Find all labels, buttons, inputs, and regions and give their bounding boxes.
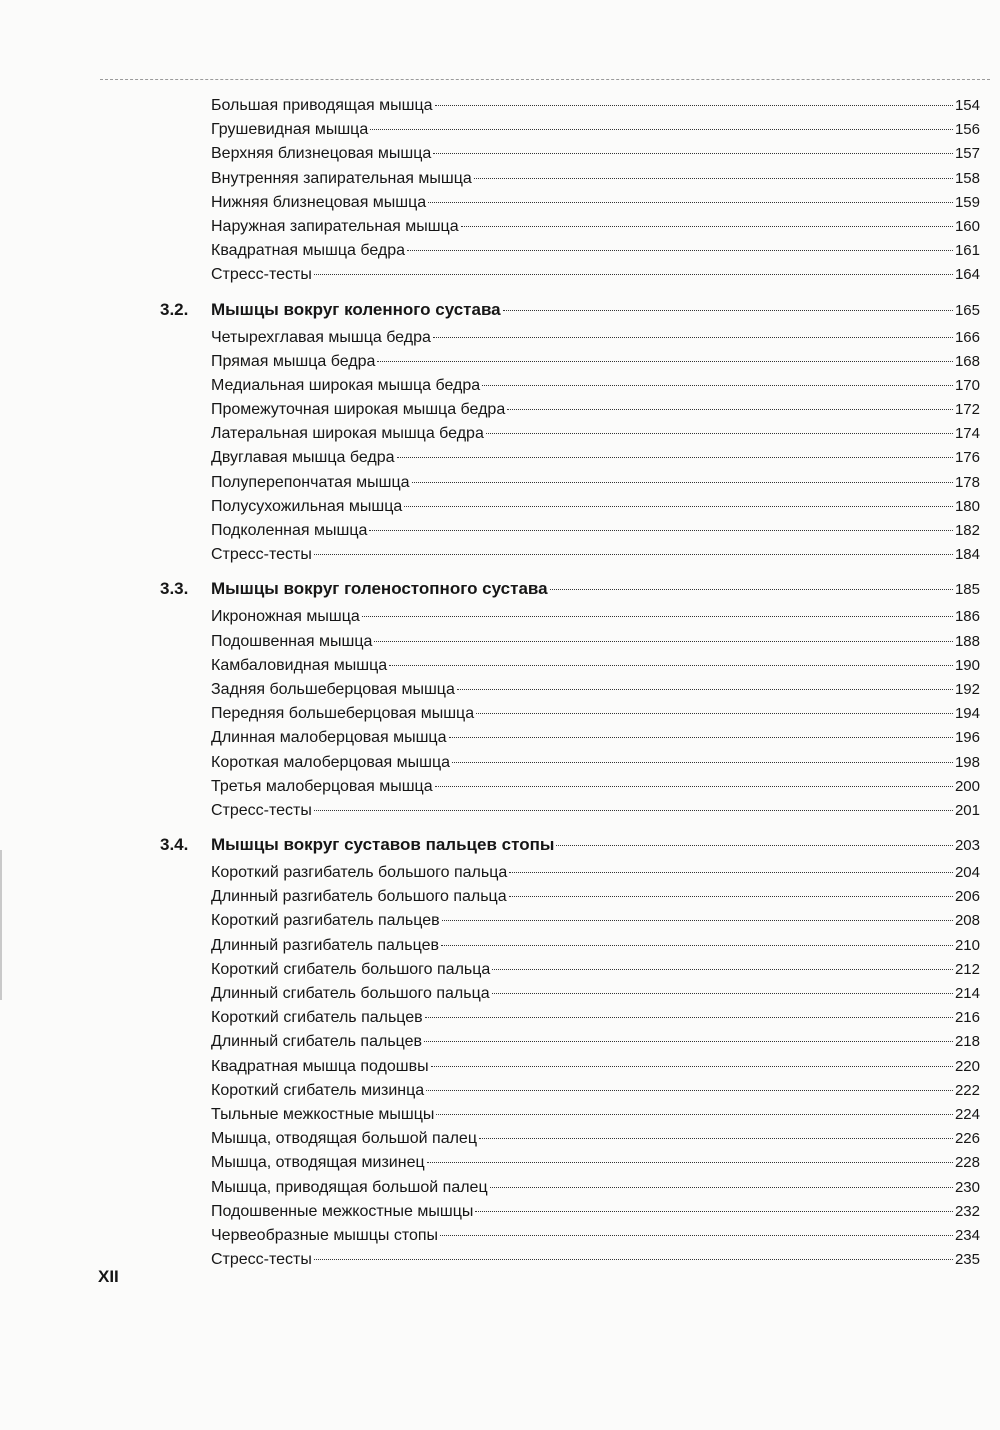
- entry-page-number: 178: [954, 473, 980, 491]
- dot-leader: [370, 129, 953, 130]
- dot-leader: [509, 896, 953, 897]
- dot-leader: [389, 665, 953, 666]
- toc-entry: [0, 654, 1000, 678]
- toc-line: [211, 446, 980, 470]
- entry-title: Грушевидная мышца: [211, 121, 369, 139]
- toc-line: [211, 654, 980, 678]
- toc-line: [211, 167, 980, 191]
- toc-line: [211, 1006, 980, 1030]
- entry-title: Червеобразные мышцы стопы: [211, 1226, 439, 1244]
- entry-title: Камбаловидная мышца: [211, 656, 388, 674]
- section-page-number: 185: [954, 581, 980, 599]
- entry-page-number: 234: [954, 1226, 980, 1244]
- dot-leader: [452, 762, 953, 763]
- page-number: XII: [98, 1267, 119, 1286]
- entry-title: Медиальная широкая мышца бедра: [211, 376, 481, 394]
- toc-entry: [0, 861, 1000, 885]
- entry-page-number: 180: [954, 497, 980, 515]
- entry-page-number: 218: [954, 1033, 980, 1051]
- dot-leader: [492, 993, 953, 994]
- entry-page-number: 192: [954, 680, 980, 698]
- dot-leader: [550, 589, 953, 590]
- toc-line: [211, 1055, 980, 1079]
- entry-page-number: 186: [954, 608, 980, 626]
- section-page-number: 165: [954, 301, 980, 319]
- toc-entry: [0, 958, 1000, 982]
- dot-leader: [426, 1090, 953, 1091]
- toc-line: [211, 1127, 980, 1151]
- dot-leader: [431, 1066, 953, 1067]
- toc-entry: [0, 1055, 1000, 1079]
- entry-page-number: 204: [954, 864, 980, 882]
- dot-leader: [433, 337, 953, 338]
- dot-leader: [377, 361, 953, 362]
- entry-title: Подошвенная мышца: [211, 632, 373, 650]
- toc-line: [211, 1030, 980, 1054]
- entry-page-number: 168: [954, 352, 980, 370]
- entry-page-number: 172: [954, 401, 980, 419]
- toc-line: [211, 374, 980, 398]
- entry-title: Длинный разгибатель большого пальца: [211, 888, 507, 906]
- entry-page-number: 200: [954, 777, 980, 795]
- toc-line: [211, 239, 980, 263]
- toc-line: [211, 726, 980, 750]
- toc-line: [211, 1176, 980, 1200]
- toc-entry: [0, 398, 1000, 422]
- toc-entry: [0, 1151, 1000, 1175]
- dot-leader: [476, 713, 953, 714]
- toc-line: [211, 519, 980, 543]
- entry-page-number: 157: [954, 145, 980, 163]
- entry-page-number: 224: [954, 1105, 980, 1123]
- entry-page-number: 160: [954, 217, 980, 235]
- entry-title: Короткий сгибатель пальцев: [211, 1009, 423, 1027]
- entry-title: Короткий разгибатель большого пальца: [211, 864, 508, 882]
- toc-entry: [0, 702, 1000, 726]
- entry-title: Короткий сгибатель большого пальца: [211, 960, 491, 978]
- toc-line: [211, 775, 980, 799]
- entry-page-number: 164: [954, 266, 980, 284]
- toc-entry: [0, 1030, 1000, 1054]
- toc-entry: [0, 1006, 1000, 1030]
- toc-line: [211, 702, 980, 726]
- toc-entry: [0, 605, 1000, 629]
- dot-leader: [314, 810, 953, 811]
- dot-leader: [475, 1211, 953, 1212]
- dot-leader: [457, 689, 953, 690]
- dot-leader: [479, 1138, 953, 1139]
- toc-entry: [0, 726, 1000, 750]
- toc-entry: [0, 543, 1000, 567]
- toc-entry: [0, 94, 1000, 118]
- entry-title: Длинный сгибатель большого пальца: [211, 985, 490, 1002]
- toc-line: [211, 326, 980, 350]
- dot-leader: [407, 250, 953, 251]
- dot-leader: [503, 310, 953, 311]
- entry-title: Стресс-тесты: [211, 1251, 312, 1269]
- section-heading-row: [0, 829, 1000, 861]
- dot-leader: [427, 1162, 953, 1163]
- toc-entry: [0, 519, 1000, 543]
- entry-title: Стресс-тесты: [211, 266, 312, 284]
- entry-title: Подколенная мышца: [211, 522, 368, 539]
- toc-line: [211, 934, 980, 958]
- toc-line: [211, 294, 980, 327]
- section-number: 3.4.: [160, 835, 189, 855]
- entry-title: Прямая мышца бедра: [211, 352, 376, 370]
- toc-line: [211, 398, 980, 422]
- dot-leader: [442, 920, 953, 921]
- toc-line: [211, 94, 980, 118]
- dot-leader: [474, 178, 953, 179]
- entry-title: Длинный разгибатель пальцев: [211, 936, 439, 954]
- entry-page-number: 174: [954, 425, 980, 443]
- entry-page-number: 201: [954, 801, 980, 819]
- toc-entry: [0, 263, 1000, 287]
- entry-page-number: 154: [954, 97, 980, 114]
- toc-entry: [0, 239, 1000, 263]
- dot-leader: [449, 737, 953, 738]
- section-number: 3.3.: [160, 579, 189, 599]
- entry-page-number: 196: [954, 729, 980, 747]
- toc-line: [211, 263, 980, 287]
- entry-page-number: 210: [954, 936, 980, 954]
- entry-title: Задняя большеберцовая мышца: [211, 680, 455, 698]
- dot-leader: [397, 457, 953, 458]
- dot-leader: [440, 1235, 953, 1236]
- entry-page-number: 206: [954, 888, 980, 906]
- dot-leader: [492, 969, 953, 970]
- entry-title: Промежуточная широкая мышца бедра: [211, 401, 506, 419]
- entry-page-number: 190: [954, 656, 980, 674]
- toc-entry: [0, 167, 1000, 191]
- entry-title: Длинная малоберцовая мышца: [211, 729, 447, 747]
- toc-entry: [0, 118, 1000, 142]
- toc-line: [211, 1151, 980, 1175]
- entry-page-number: 228: [954, 1154, 980, 1172]
- dot-leader: [490, 1187, 953, 1188]
- toc-line: [211, 495, 980, 519]
- toc-entry: [0, 1176, 1000, 1200]
- entry-title: Длинный сгибатель пальцев: [211, 1033, 423, 1051]
- dot-leader: [436, 1114, 953, 1115]
- entry-title: Квадратная мышца подошвы: [211, 1057, 429, 1075]
- entry-title: Четырехглавая мышца бедра: [211, 328, 431, 346]
- entry-title: Икроножная мышца: [211, 608, 360, 626]
- toc-entry: [0, 142, 1000, 166]
- toc-entry: [0, 751, 1000, 775]
- toc-line: [211, 1248, 980, 1272]
- entry-page-number: 194: [954, 705, 980, 723]
- entry-title: Наружная запирательная мышца: [211, 217, 459, 235]
- table-of-contents: [0, 94, 1000, 1272]
- toc-line: [211, 982, 980, 1006]
- dot-leader: [314, 274, 953, 275]
- entry-page-number: 159: [954, 193, 980, 211]
- section-heading-row: [0, 294, 1000, 326]
- toc-entry: [0, 885, 1000, 909]
- toc-entry: [0, 1248, 1000, 1272]
- dot-leader: [362, 616, 953, 617]
- dot-leader: [314, 1259, 953, 1260]
- toc-entry: [0, 630, 1000, 654]
- entry-title: Короткий сгибатель мизинца: [211, 1081, 425, 1099]
- entry-page-number: 156: [954, 121, 980, 139]
- toc-entry: [0, 446, 1000, 470]
- dot-leader: [374, 641, 953, 642]
- toc-entry: [0, 191, 1000, 215]
- toc-entry: [0, 1103, 1000, 1127]
- entry-title: Полусухожильная мышца: [211, 497, 403, 515]
- dot-leader: [507, 409, 953, 410]
- toc-entry: [0, 909, 1000, 933]
- entry-page-number: 158: [954, 169, 980, 187]
- toc-line: [211, 471, 980, 495]
- toc-line: [211, 630, 980, 654]
- entry-title: Передняя большеберцовая мышца: [211, 705, 475, 723]
- toc-entry: [0, 471, 1000, 495]
- dot-leader: [433, 153, 953, 154]
- toc-line: [211, 573, 980, 606]
- toc-line: [211, 1224, 980, 1248]
- toc-entry: [0, 215, 1000, 239]
- entry-title: Стресс-тесты: [211, 546, 312, 564]
- toc-entry: [0, 422, 1000, 446]
- entry-page-number: 170: [954, 376, 980, 394]
- dot-leader: [435, 786, 953, 787]
- entry-page-number: 208: [954, 912, 980, 930]
- dot-leader: [424, 1041, 953, 1042]
- top-rule: [100, 79, 990, 80]
- entry-page-number: 230: [954, 1178, 980, 1196]
- toc-line: [211, 909, 980, 933]
- toc-line: [211, 829, 980, 862]
- dot-leader: [441, 945, 953, 946]
- entry-title: Латеральная широкая мышца бедра: [211, 425, 484, 443]
- entry-title: Верхняя близнецовая мышца: [211, 145, 432, 163]
- entry-page-number: 182: [954, 522, 980, 539]
- entry-page-number: 184: [954, 546, 980, 564]
- entry-title: Подошвенные межкостные мышцы: [211, 1202, 474, 1220]
- toc-entry: [0, 775, 1000, 799]
- entry-title: Короткий разгибатель пальцев: [211, 912, 440, 930]
- section-number: 3.2.: [160, 299, 189, 319]
- section-page-number: 203: [954, 837, 980, 855]
- section-title: Мышцы вокруг голеностопного сустава: [211, 579, 548, 599]
- toc-entry: [0, 1127, 1000, 1151]
- entry-title: Тыльные межкостные мышцы: [211, 1105, 435, 1123]
- entry-page-number: 166: [954, 328, 980, 346]
- toc-entry: [0, 374, 1000, 398]
- entry-page-number: 161: [954, 242, 980, 260]
- toc-line: [211, 543, 980, 567]
- entry-title: Стресс-тесты: [211, 801, 312, 819]
- dot-leader: [435, 105, 953, 106]
- toc-entry: [0, 326, 1000, 350]
- toc-line: [211, 605, 980, 629]
- section-heading-row: [0, 573, 1000, 605]
- toc-line: [211, 885, 980, 909]
- section-title: Мышцы вокруг коленного сустава: [211, 299, 501, 319]
- entry-title: Большая приводящая мышца: [211, 97, 433, 114]
- dot-leader: [556, 845, 953, 846]
- entry-page-number: 198: [954, 753, 980, 771]
- entry-title: Внутренняя запирательная мышца: [211, 169, 472, 187]
- toc-entry: [0, 799, 1000, 823]
- toc-entry: [0, 1224, 1000, 1248]
- dot-leader: [369, 530, 953, 531]
- dot-leader: [404, 506, 953, 507]
- toc-line: [211, 350, 980, 374]
- entry-page-number: 214: [954, 985, 980, 1002]
- dot-leader: [486, 433, 953, 434]
- toc-line: [211, 191, 980, 215]
- entry-page-number: 216: [954, 1009, 980, 1027]
- dot-leader: [461, 226, 953, 227]
- toc-line: [211, 215, 980, 239]
- toc-entry: [0, 1079, 1000, 1103]
- dot-leader: [509, 872, 953, 873]
- entry-page-number: 188: [954, 632, 980, 650]
- toc-entry: [0, 1200, 1000, 1224]
- entry-title: Полуперепончатая мышца: [211, 473, 410, 491]
- dot-leader: [314, 554, 953, 555]
- toc-entry: [0, 982, 1000, 1006]
- entry-page-number: 232: [954, 1202, 980, 1220]
- section-title: Мышцы вокруг суставов пальцев стопы: [211, 835, 555, 855]
- toc-line: [211, 142, 980, 166]
- dot-leader: [425, 1017, 953, 1018]
- toc-entry: [0, 350, 1000, 374]
- entry-page-number: 235: [954, 1251, 980, 1269]
- toc-entry: [0, 495, 1000, 519]
- toc-line: [211, 861, 980, 885]
- entry-page-number: 220: [954, 1057, 980, 1075]
- entry-title: Короткая малоберцовая мышца: [211, 753, 451, 771]
- entry-title: Мышца, приводящая большой палец: [211, 1178, 488, 1196]
- entry-title: Двуглавая мышца бедра: [211, 449, 395, 467]
- toc-entry: [0, 934, 1000, 958]
- toc-line: [211, 751, 980, 775]
- entry-title: Квадратная мышца бедра: [211, 242, 405, 260]
- entry-page-number: 212: [954, 960, 980, 978]
- entry-page-number: 222: [954, 1081, 980, 1099]
- toc-line: [211, 799, 980, 823]
- entry-page-number: 176: [954, 449, 980, 467]
- entry-title: Мышца, отводящая мизинец: [211, 1154, 425, 1172]
- toc-line: [211, 1079, 980, 1103]
- toc-line: [211, 1200, 980, 1224]
- toc-line: [211, 118, 980, 142]
- entry-title: Третья малоберцовая мышца: [211, 777, 433, 795]
- dot-leader: [428, 202, 953, 203]
- toc-entry: [0, 678, 1000, 702]
- toc-line: [211, 958, 980, 982]
- toc-line: [211, 678, 980, 702]
- toc-line: [211, 1103, 980, 1127]
- entry-page-number: 226: [954, 1130, 980, 1148]
- entry-title: Нижняя близнецовая мышца: [211, 193, 427, 211]
- dot-leader: [412, 482, 953, 483]
- toc-line: [211, 422, 980, 446]
- entry-title: Мышца, отводящая большой палец: [211, 1130, 477, 1148]
- dot-leader: [482, 385, 953, 386]
